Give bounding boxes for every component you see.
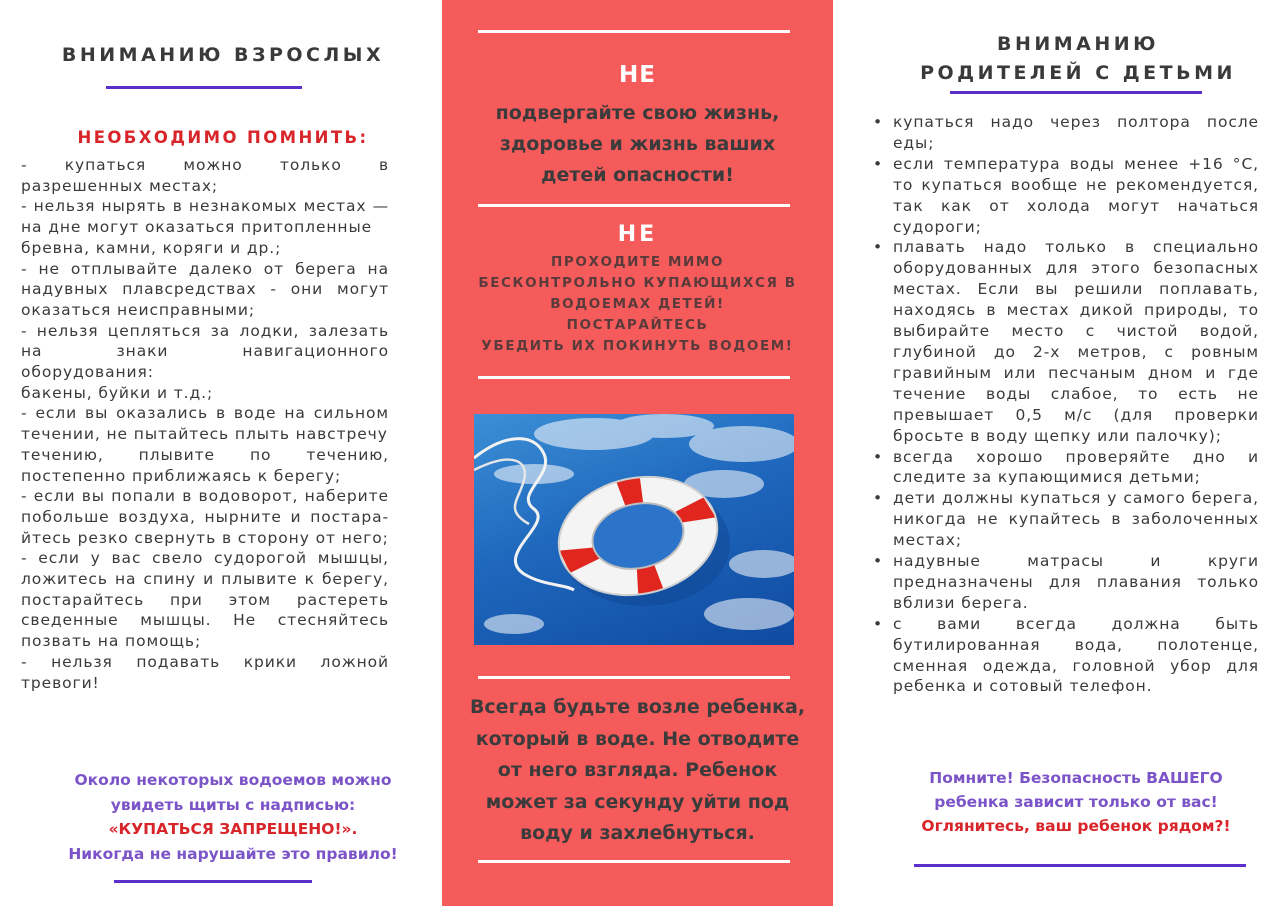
right-title-line: ВНИМАНИЮ (996, 33, 1159, 55)
left-rules-text (21, 155, 389, 693)
list-item (871, 154, 1259, 238)
list-item-text: если температура воды менее +16 °С, то купаться вообще не рекомендуется, так как от холода могут начаться судороги; (893, 154, 1259, 236)
parents-rules-list (871, 112, 1259, 697)
lifebuoy-photo (474, 414, 794, 645)
center-ne-heading-2: НЕ (617, 222, 658, 247)
list-item-text: плавать надо только в специально оборудованных для этого безопасных местах. Если вы решили поплавать, находясь в местах дикой природы, то выбирайте место с чистой водой, глубиной до 2-х метров, с ровным гравийным или песчаным дном и где течение воды слабое, то есть не превышает 0,5 м/с (для проверки бросьте в воду щепку или палочку); (893, 238, 1259, 445)
left-paragraph: - не отплывайте далеко от берега на надувных плавсредствах - они могут оказаться неисправными; (21, 259, 389, 319)
center-warning-1: подвергайте свою жизнь, здоровье и жизнь ваших детей опасности! (495, 102, 780, 186)
right-bottom-divider (914, 864, 1246, 867)
bullet-icon: • (873, 614, 884, 633)
left-paragraph: - купаться можно только в разрешенных местах; (21, 156, 389, 195)
center-divider (478, 204, 790, 207)
list-item (871, 488, 1259, 551)
list-item (871, 237, 1259, 446)
left-note-line: Никогда не нарушайте это правило! (68, 844, 398, 863)
list-item (871, 112, 1259, 154)
bullet-icon: • (873, 447, 884, 466)
warning-2-line: ПОСТАРАЙТЕСЬ (566, 317, 709, 333)
no-swimming-sign-period: . (351, 820, 358, 838)
center-warning-2 (460, 252, 815, 357)
left-paragraph: бревна, камни, коряги и др.; (21, 238, 282, 257)
right-column (833, 0, 1280, 906)
list-item (871, 447, 1259, 489)
warning-2-line: БЕСКОНТРОЛЬНО КУПАЮЩИХСЯ В (478, 275, 797, 291)
right-note-line-red: Оглянитесь, ваш ребенок рядом?! (921, 817, 1231, 835)
right-title-line: РОДИТЕЛЕЙ С ДЕТЬМИ (920, 62, 1236, 84)
left-paragraph: - если вы попали в водоворот, наберите побольше воздуха, нырните и постара- йтесь резко свернуть в сторону от него; (21, 487, 389, 547)
warning-2-line: ПРОХОДИТЕ МИМО (550, 254, 725, 270)
left-paragraph: - нельзя цепляться за лодки, залезать на знаки навигационного оборудования: (21, 321, 389, 382)
left-note-line: увидеть щиты с надписью: (110, 795, 356, 814)
left-sign-note (20, 768, 446, 866)
left-paragraph: - нельзя подавать крики ложной тревоги! (21, 652, 389, 692)
bullet-icon: • (873, 489, 884, 508)
list-item-text: купаться надо через полтора после еды; (893, 113, 1259, 152)
bullet-icon: • (873, 552, 884, 571)
center-ne-heading: НЕ (619, 62, 656, 88)
center-divider (478, 376, 790, 379)
right-title-divider (950, 91, 1202, 94)
center-divider (478, 676, 790, 679)
list-item-text: надувные матрасы и круги предназначены для плавания только вблизи берега. (893, 552, 1259, 612)
left-paragraph: - нельзя нырять в незнакомых местах — на дне могут оказаться притопленные (21, 197, 389, 237)
list-item (871, 551, 1259, 614)
center-column (442, 0, 833, 906)
left-paragraph: бакены, буйки и т.д.; (21, 383, 214, 402)
lifebuoy-icon (474, 414, 794, 645)
left-subtitle: НЕОБХОДИМО ПОМНИТЬ: (77, 128, 369, 147)
center-divider (478, 860, 790, 863)
center-advice: Всегда будьте возле ребенка, который в воде. Не отводите от него взгляда. Ребенок может за секунду уйти под воду и захлебнуться. (469, 696, 806, 844)
left-title: ВНИМАНИЮ ВЗРОСЛЫХ (61, 44, 385, 66)
no-swimming-sign-text: «КУПАТЬСЯ ЗАПРЕЩЕНО!» (108, 820, 352, 838)
warning-2-line: УБЕДИТЬ ИХ ПОКИНУТЬ ВОДОЕМ! (481, 338, 794, 354)
left-paragraph: - если вы оказались в воде на сильном течении, не пытайтесь плыть навстречу (21, 404, 389, 444)
list-item-text: дети должны купаться у самого берега, никогда не купайтесь в заболоченных местах; (893, 489, 1259, 550)
list-item-text: с вами всегда должна быть бутилированная вода, полотенце, сменная одежда, головной убор для ребенка и сотовый телефон. (893, 614, 1259, 696)
right-note-line: Помните! Безопасность ВАШЕГО (929, 769, 1223, 787)
bullet-icon: • (873, 154, 884, 173)
right-reminder-note (873, 766, 1279, 838)
left-note-line: Около некоторых водоемов можно (74, 771, 392, 789)
left-paragraph: - если у вас свело судорогой мышцы, ложитесь на спину и плывите к берегу, постарайтесь при этом растереть сведенные мышцы. Не стесняйтесь позвать на помощь; (21, 549, 389, 651)
right-note-line: ребенка зависит только от вас! (934, 793, 1218, 811)
center-divider (478, 30, 790, 33)
left-column (0, 0, 442, 906)
left-note-line (20, 817, 446, 842)
right-title (893, 30, 1263, 88)
bullet-icon: • (873, 238, 884, 257)
bullet-icon: • (873, 113, 884, 131)
left-paragraph: течению, плывите по течению, постепенно приближаясь к берегу; (21, 445, 389, 485)
list-item (871, 614, 1259, 698)
list-item-text: всегда хорошо проверяйте дно и следите за купающимися детьми; (893, 447, 1259, 487)
warning-2-line: ВОДОЕМАХ ДЕТЕЙ! (550, 296, 725, 312)
left-title-divider (106, 86, 302, 89)
left-bottom-divider (114, 880, 312, 883)
